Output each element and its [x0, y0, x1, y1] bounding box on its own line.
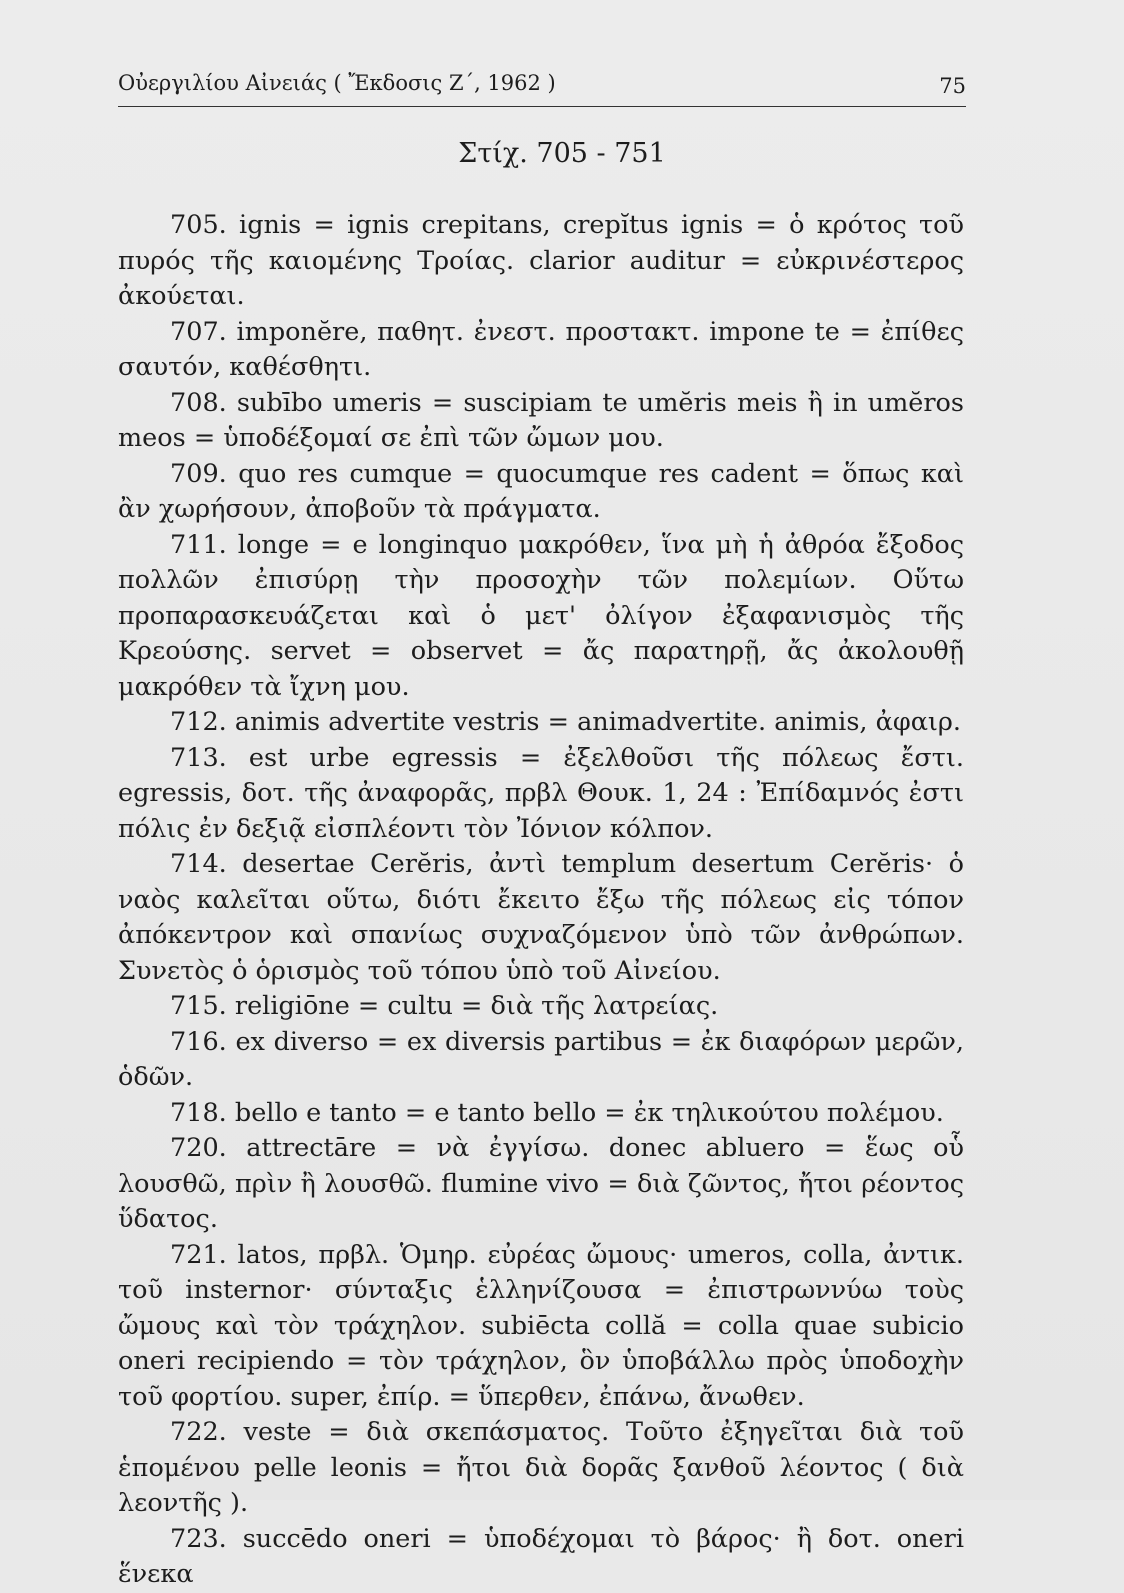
- section-title: Στίχ. 705 - 751: [458, 138, 666, 169]
- entry-705: 705. ignis = ignis crepitans, crepĭtus ignis = ὁ κρότος τοῦ πυρός τῆς καιομένης Τροίας. clarior auditur = εὐκρινέστερος ἀκούεται.: [118, 210, 964, 311]
- entry-712: 712. animis advertite vestris = animadvertite. animis, ἀφαιρ.: [170, 707, 962, 737]
- running-header: [118, 66, 966, 107]
- entry-711: 711. longe = e longinquo μακρόθεν, ἵνα μὴ ἡ ἀθρόα ἔξοδος πολλῶν ἐπισύρῃ τὴν προσοχὴν τῶν πολεμίων. Οὕτω προπαρασκευάζεται καὶ ὁ μετ' ὀλίγον ἐξαφανισμὸς τῆς Κρεούσης. servet = observet = ἄς παρατηρῇ, ἄς ἀκολουθῇ μακρόθεν τὰ ἴχνη μου.: [118, 529, 964, 702]
- entry-721: 721. latos, πρβλ. Ὁμηρ. εὐρέας ὤμους· umeros, colla, ἀντικ. τοῦ insternor· σύνταξις ἑλληνίζουσα = ἐπιστρωννύω τοὺς ὤμους καὶ τὸν τράχηλον. subiēcta collă = colla quae subicio oneri recipiendo = τὸν τράχηλον, ὃν ὑποβάλλω πρὸς ὑποδοχὴν τοῦ φορτίου. super, ἐπίρ. = ὕπερθεν, ἐπάνω, ἄνωθεν.: [118, 1239, 964, 1412]
- page-number: 75: [939, 74, 966, 98]
- entry-708: 708. subībo umeris = suscipiam te umĕris meis ἢ in umĕros meos = ὑποδέξομαί σε ἐπὶ τῶν ὤμων μου.: [118, 387, 964, 453]
- entry-722: 722. veste = διὰ σκεπάσματος. Τοῦτο ἐξηγεῖται διὰ τοῦ ἑπομένου pelle leonis = ἤτοι διὰ δορᾶς ξανθοῦ λέοντος ( διὰ λεοντῆς ).: [118, 1417, 964, 1518]
- commentary-body: [118, 208, 964, 1593]
- entry-720: 720. attrectāre = νὰ ἐγγίσω. donec abluero = ἕως οὗ λουσθῶ, πρὶν ἢ λουσθῶ. flumine vivo = διὰ ζῶντος, ἤτοι ρέοντος ὕδατος.: [118, 1133, 964, 1234]
- running-title: Οὐεργιλίου Αἰνειάς ( Ἔκδοσις Ζ΄, 1962 ): [118, 71, 556, 95]
- entry-723: 723. succēdo oneri = ὑποδέχομαι τὸ βάρος· ἢ δοτ. oneri ἕνεκα: [118, 1523, 964, 1589]
- entry-709: 709. quo res cumque = quocumque res cadent = ὅπως καὶ ἂν χωρήσουν, ἀποβοῦν τὰ πράγματα.: [118, 458, 964, 524]
- entry-713: 713. est urbe egressis = ἐξελθοῦσι τῆς πόλεως ἔστι. egressis, δοτ. τῆς ἀναφορᾶς, πρβλ Θουκ. 1, 24 : Ἐπίδαμνός ἐστι πόλις ἐν δεξιᾷ εἰσπλέοντι τὸν Ἰόνιον κόλπον.: [118, 742, 964, 844]
- entry-716: 716. ex diverso = ex diversis partibus = ἐκ διαφόρων μερῶν, ὁδῶν.: [118, 1026, 964, 1092]
- entry-715: 715. religiōne = cultu = διὰ τῆς λατρείας.: [170, 991, 719, 1021]
- entry-707: 707. imponĕre, παθητ. ἐνεστ. προστακτ. impone te = ἐπίθες σαυτόν, καθέσθητι.: [118, 316, 964, 382]
- entry-714: 714. desertae Cerĕris, ἀντὶ templum desertum Cerĕris· ὁ ναὸς καλεῖται οὕτω, διότι ἔκειτο ἔξω τῆς πόλεως εἰς τόπον ἀπόκεντρον καὶ σπανίως συχναζόμενον ὑπὸ τῶν ἀνθρώπων. Συνετὸς ὁ ὁρισμὸς τοῦ τόπου ὑπὸ τοῦ Αἰνείου.: [118, 849, 964, 986]
- entry-718: 718. bello e tanto = e tanto bello = ἐκ τηλικούτου πολέμου.: [170, 1097, 944, 1128]
